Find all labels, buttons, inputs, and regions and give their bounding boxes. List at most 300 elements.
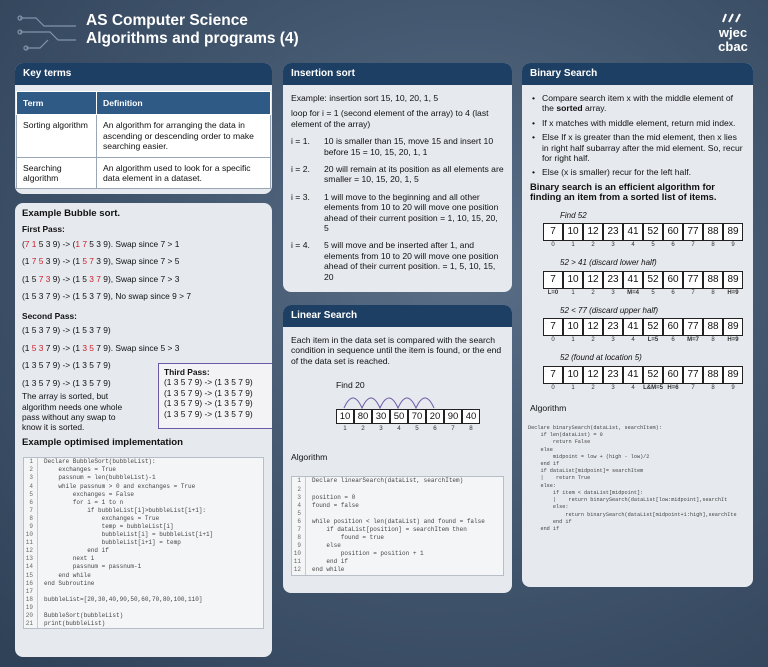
pass-text: 5 3 9) -> ( xyxy=(36,238,76,249)
title-line-1: AS Computer Science xyxy=(86,12,248,29)
pass-text: (1 3 5 7 9) -> (1 3 5 7 9) xyxy=(22,377,111,388)
step-label: i = 2. xyxy=(291,164,310,175)
code-line xyxy=(24,539,263,547)
code-text: exchanges = True xyxy=(44,514,160,522)
index-label: 2 xyxy=(591,242,595,249)
code-line xyxy=(24,580,263,588)
code-text: Declare linearSearch(dataList, searchItem) xyxy=(312,477,464,485)
third-pass-line: (1 3 5 7 9) -> (1 3 5 7 9) xyxy=(164,377,253,388)
array-cell: 41 xyxy=(623,318,643,336)
key-terms-panel xyxy=(15,63,272,194)
pass-text: 3 9), Swap since 7 > 5 xyxy=(93,256,180,267)
code-line: | return True xyxy=(528,475,591,482)
bubble-code-block xyxy=(23,457,264,629)
col-definition: Definition xyxy=(97,92,271,115)
line-number: 20 xyxy=(24,612,38,620)
first-pass-label: First Pass: xyxy=(22,224,65,235)
title-line-2: Algorithms and programs (4) xyxy=(86,30,299,47)
array-cell: 7 xyxy=(543,223,563,241)
line-number: 9 xyxy=(24,523,38,531)
code-text: passnum = len(bubbleList)-1 xyxy=(44,474,156,482)
code-text: BubbleSort(bubbleList) xyxy=(44,612,124,620)
code-text: end if xyxy=(44,547,109,555)
code-line: else: xyxy=(528,482,557,489)
pass-line xyxy=(22,291,265,309)
logo-text-2: cbac xyxy=(718,39,748,54)
pass-text: 9) -> (1 5 xyxy=(50,273,90,284)
array-cell: 7 xyxy=(543,271,563,289)
code-text: print(bubbleList) xyxy=(44,620,106,628)
line-number: 6 xyxy=(292,518,306,526)
array-cell: 89 xyxy=(723,271,743,289)
optimised-title: Example optimised implementation xyxy=(22,436,183,448)
swapped-pair: 3 7 xyxy=(89,273,101,284)
pass-text: (1 5 3 7 9) -> (1 5 3 7 9), No swap since 9 > 7 xyxy=(22,291,191,302)
insertion-step xyxy=(291,192,504,234)
bullet-text: If x matches with middle element, return mid index. xyxy=(542,117,736,128)
insertion-loop: loop for i = 1 (second element of the array) to 4 (last element of the array) xyxy=(291,108,489,129)
insertion-step xyxy=(291,240,504,282)
index-label: M=7 xyxy=(687,337,699,344)
bubble-conclusion: The array is sorted, but algorithm needs one whole pass without any swap to know it is sorted. xyxy=(22,391,123,433)
linear-algorithm-label: Algorithm xyxy=(291,452,328,463)
index-label: 0 xyxy=(551,384,555,391)
array-cell: 40 xyxy=(462,409,480,424)
index-label: 6 xyxy=(671,242,675,249)
index-label: 5 xyxy=(651,242,655,249)
line-number: 7 xyxy=(292,526,306,534)
code-line xyxy=(24,620,263,628)
line-number: 12 xyxy=(24,547,38,555)
table-header-row xyxy=(17,92,271,115)
index-label: 0 xyxy=(551,242,555,249)
pass-line xyxy=(22,256,265,274)
swapped-pair: 1 7 xyxy=(75,238,87,249)
index-label: L=0 xyxy=(547,289,559,296)
code-text xyxy=(38,588,44,596)
array-cell: 23 xyxy=(603,271,623,289)
array-cell: 89 xyxy=(723,366,743,384)
line-number: 5 xyxy=(292,510,306,518)
pass-text: 3 9) -> (1 xyxy=(43,256,83,267)
comparison-arcs-icon xyxy=(336,391,476,409)
array-cell: 23 xyxy=(603,223,623,241)
circuit-graphic-icon xyxy=(16,10,80,54)
array-cell: 88 xyxy=(703,223,723,241)
insertion-step xyxy=(291,164,504,185)
header xyxy=(0,0,768,60)
swapped-pair: 3 5 xyxy=(82,342,94,353)
code-line xyxy=(24,491,263,499)
code-line xyxy=(292,534,503,542)
array-cell: 12 xyxy=(583,271,603,289)
code-line: return False xyxy=(528,439,591,446)
line-number: 1 xyxy=(292,477,306,485)
linear-search-panel xyxy=(283,305,512,593)
pass-line xyxy=(22,239,265,257)
code-text: exchanges = True xyxy=(44,466,117,474)
index-label: 8 xyxy=(711,242,715,249)
binary-bullets xyxy=(530,93,743,178)
second-pass-label: Second Pass: xyxy=(22,310,77,321)
binary-indices xyxy=(543,289,743,298)
code-text: bubbleList=[20,30,40,90,50,60,70,80,100,110] xyxy=(44,595,203,603)
array-cell: 41 xyxy=(623,271,643,289)
index-label: 3 xyxy=(611,384,615,391)
code-line xyxy=(292,558,503,566)
line-number: 21 xyxy=(24,620,38,628)
code-line xyxy=(24,483,263,491)
line-number: 4 xyxy=(24,483,38,491)
array-cell: 30 xyxy=(372,409,390,424)
linear-description: Each item in the data set is compared with the search condition in sequence until the item is found, or the end of the data set is reached. xyxy=(291,335,502,366)
bullet-text: Compare search item x with the middle element of the xyxy=(542,93,734,114)
code-line xyxy=(292,494,503,502)
array-cell: 10 xyxy=(563,223,583,241)
step-text: 10 is smaller than 15, move 15 and insert 10 before 15 = 10, 15, 20, 1, 1 xyxy=(324,136,494,157)
code-line xyxy=(24,466,263,474)
third-pass-label: Third Pass: xyxy=(164,367,210,377)
term-cell: Sorting algorithm xyxy=(17,115,97,157)
step-caption: Find 52 xyxy=(560,211,587,221)
index-label: 7 xyxy=(451,424,455,432)
array-cell: 23 xyxy=(603,366,623,384)
code-line xyxy=(292,477,503,485)
line-number: 1 xyxy=(24,458,38,466)
index-label: 1 xyxy=(571,289,575,296)
index-label: 8 xyxy=(711,289,715,296)
array-cell: 7 xyxy=(543,366,563,384)
line-number: 17 xyxy=(24,588,38,596)
step-label: i = 4. xyxy=(291,240,310,251)
pass-text: ( xyxy=(22,238,25,249)
step-caption: 52 (found at location 5) xyxy=(560,353,642,363)
code-line: midpoint = low + (high - low)/2 xyxy=(528,453,650,460)
code-line: else: xyxy=(528,504,569,511)
array-cell: 12 xyxy=(583,223,603,241)
code-line xyxy=(292,542,503,550)
index-label: 3 xyxy=(379,424,383,432)
binary-indices xyxy=(543,384,743,393)
line-number: 19 xyxy=(24,604,38,612)
array-cell: 90 xyxy=(444,409,462,424)
swapped-pair: 5 3 xyxy=(31,342,44,353)
code-text: if bubbleList[i]>bubbleList[i+1]: xyxy=(44,506,207,514)
pass-text: (1 5 xyxy=(22,273,39,284)
index-label: 8 xyxy=(711,384,715,391)
array-cell: 10 xyxy=(563,366,583,384)
definition-cell: An algorithm used to look for a specific data element in a dataset. xyxy=(97,157,271,189)
array-cell: 77 xyxy=(683,271,703,289)
array-cell: 10 xyxy=(563,318,583,336)
code-text: end Subroutine xyxy=(44,579,95,587)
binary-indices xyxy=(543,336,743,345)
key-terms-table xyxy=(16,91,271,189)
array-cell: 88 xyxy=(703,366,723,384)
insertion-step xyxy=(291,136,504,157)
line-number: 10 xyxy=(24,531,38,539)
pass-text: (1 5 3 7 9) -> (1 5 3 7 9) xyxy=(22,325,111,336)
bold-word: sorted xyxy=(556,103,583,114)
third-pass-box xyxy=(158,363,272,429)
code-line xyxy=(24,612,263,620)
linear-array xyxy=(336,409,504,424)
index-label: H=9 xyxy=(727,289,739,296)
bullet-item xyxy=(530,118,743,128)
code-line xyxy=(292,486,503,494)
index-label: 4 xyxy=(631,384,635,391)
linear-title: Linear Search xyxy=(283,305,512,327)
index-label: 1 xyxy=(571,384,575,391)
code-line xyxy=(24,523,263,531)
array-cell: 80 xyxy=(354,409,372,424)
code-text: temp = bubbleList[i] xyxy=(44,523,174,530)
binary-title: Binary Search xyxy=(522,63,753,85)
code-line xyxy=(24,458,263,466)
index-label: 3 xyxy=(611,289,615,296)
bullet-text: Else If x is greater than the mid element, then x lies in right half subarray after the mid element. So, recur for right half. xyxy=(542,132,743,164)
code-line: if len(dataList) = 0 xyxy=(528,432,603,439)
index-label: 9 xyxy=(731,384,735,391)
wjec-logo xyxy=(712,12,754,54)
linear-indices xyxy=(336,424,504,434)
index-label: 9 xyxy=(731,242,735,249)
code-text: while passnum > 0 and exchanges = True xyxy=(44,482,196,490)
binary-indices xyxy=(543,241,743,250)
array-cell: 52 xyxy=(643,223,663,241)
line-number: 9 xyxy=(292,542,306,550)
bullet-item xyxy=(530,132,743,163)
array-cell: 60 xyxy=(663,318,683,336)
find-label: Find 20 xyxy=(336,380,365,391)
code-line: end if xyxy=(528,518,572,525)
code-text: while position < len(dataList) and found = false xyxy=(312,517,485,525)
line-number: 2 xyxy=(292,486,306,494)
code-text: bubbleList[i] = bubbleList[i+1] xyxy=(44,531,214,539)
array-cell: 41 xyxy=(623,366,643,384)
code-line: Declare binarySearch(dataList, searchItem): xyxy=(528,425,662,432)
logo-text-1: wjec xyxy=(718,25,748,40)
term-cell: Searching algorithm xyxy=(17,157,97,189)
array-cell: 20 xyxy=(426,409,444,424)
code-text: if dataList[position] = searchItem then xyxy=(312,526,467,533)
array-cell: 77 xyxy=(683,223,703,241)
swapped-pair: 7 1 xyxy=(24,238,37,249)
step-text: 1 will move to the beginning and all other elements from 10 to 20 will move one position ahead of their current position = 1, 10, 15, 20, 5 xyxy=(324,191,499,234)
code-line xyxy=(292,566,503,574)
page-title xyxy=(86,12,299,48)
step-text: 20 will remain at its position as all elements are smaller = 10, 15, 20, 1, 5 xyxy=(324,164,504,185)
code-line xyxy=(292,518,503,526)
code-text: next i xyxy=(44,555,95,563)
line-number: 15 xyxy=(24,572,38,580)
line-number: 11 xyxy=(24,539,38,547)
array-cell: 89 xyxy=(723,318,743,336)
array-cell: 52 xyxy=(643,318,663,336)
code-line xyxy=(24,604,263,612)
step-caption: 52 < 77 (discard upper half) xyxy=(560,305,659,315)
array-cell: 10 xyxy=(336,409,354,424)
array-cell: 23 xyxy=(603,318,623,336)
code-line xyxy=(24,499,263,507)
pass-text: (1 3 5 7 9) -> (1 3 5 7 9) xyxy=(22,360,111,371)
pass-text: (1 xyxy=(22,256,32,267)
code-text: for i = 1 to n xyxy=(44,498,124,506)
code-text: found = true xyxy=(312,534,385,542)
code-line: return binarySearch(dataList[midpoint+1:high],searchIte xyxy=(528,511,737,518)
line-number: 11 xyxy=(292,558,306,566)
definition-cell: An algorithm for arranging the data in ascending or descending order to make searching easier. xyxy=(97,115,271,157)
line-number: 12 xyxy=(292,566,306,574)
step-caption: 52 > 41 (discard lower half) xyxy=(560,258,657,268)
array-cell: 7 xyxy=(543,318,563,336)
array-cell: 77 xyxy=(683,318,703,336)
array-cell: 88 xyxy=(703,271,723,289)
index-label: 2 xyxy=(591,337,595,344)
bullet-text: array. xyxy=(582,103,607,114)
index-label: 3 xyxy=(611,242,615,249)
code-text: end while xyxy=(312,566,345,574)
index-label: 6 xyxy=(433,424,437,432)
code-text: found = false xyxy=(312,501,359,509)
index-label: 5 xyxy=(651,289,655,296)
linear-code-block xyxy=(291,476,504,575)
index-label: 7 xyxy=(691,384,695,391)
array-cell: 52 xyxy=(643,271,663,289)
code-text: passnum = passnum-1 xyxy=(44,563,142,571)
key-terms-table-wrap xyxy=(15,85,272,189)
code-line xyxy=(24,588,263,596)
key-terms-title: Key terms xyxy=(15,63,272,85)
swapped-pair: 7 3 xyxy=(38,273,51,284)
index-label: 2 xyxy=(591,384,595,391)
pass-line xyxy=(22,274,265,292)
bubble-sort-panel xyxy=(15,203,272,657)
index-label: 1 xyxy=(571,337,575,344)
array-cell: 89 xyxy=(723,223,743,241)
code-text: end if xyxy=(312,558,349,566)
binary-statement: Binary search is an efficient algorithm for finding an item from a sorted list of items. xyxy=(530,180,717,203)
code-line xyxy=(24,515,263,523)
code-text: position = 0 xyxy=(312,493,356,501)
line-number: 8 xyxy=(292,534,306,542)
col-term: Term xyxy=(17,92,97,115)
binary-diagram xyxy=(530,211,743,393)
code-line xyxy=(24,507,263,515)
bubble-title: Example Bubble sort. xyxy=(22,208,121,219)
line-number: 10 xyxy=(292,550,306,558)
pass-text: 5 3 9). Swap since 7 > 1 xyxy=(86,238,180,249)
array-cell: 88 xyxy=(703,318,723,336)
line-number: 5 xyxy=(24,491,38,499)
code-text: Declare BubbleSort(bubbleList): xyxy=(44,458,156,466)
index-label: 7 xyxy=(691,289,695,296)
array-cell: 70 xyxy=(408,409,426,424)
binary-code-block xyxy=(528,425,753,533)
index-label: 1 xyxy=(343,424,347,432)
binary-array xyxy=(543,271,743,289)
line-number: 8 xyxy=(24,515,38,523)
index-label: 6 xyxy=(671,289,675,296)
step-label: i = 1. xyxy=(291,136,310,147)
array-cell: 60 xyxy=(663,223,683,241)
line-number: 14 xyxy=(24,563,38,571)
code-line xyxy=(24,572,263,580)
third-pass-line: (1 3 5 7 9) -> (1 3 5 7 9) xyxy=(164,387,253,398)
step-text: 5 will move and be inserted after 1, and elements from 10 to 20 will move one position ahead of their current position. = 1, 5, 10, 15, 20 xyxy=(324,240,499,282)
code-line xyxy=(292,550,503,558)
bullet-item xyxy=(530,93,743,114)
code-line xyxy=(292,526,503,534)
pass-line xyxy=(22,343,265,361)
line-number: 3 xyxy=(24,474,38,482)
code-line: else xyxy=(528,446,553,453)
step-label: i = 3. xyxy=(291,191,310,202)
binary-array xyxy=(543,223,743,241)
pass-line xyxy=(22,325,265,343)
index-label: M=4 xyxy=(627,289,639,296)
array-cell: 12 xyxy=(583,318,603,336)
third-pass-line: (1 3 5 7 9) -> (1 3 5 7 9) xyxy=(164,398,253,409)
code-line xyxy=(292,502,503,510)
insertion-sort-panel xyxy=(283,63,512,292)
array-cell: 60 xyxy=(663,271,683,289)
code-line: end if xyxy=(528,461,560,468)
index-label: 3 xyxy=(611,337,615,344)
swapped-pair: 7 5 xyxy=(31,256,44,267)
line-number: 7 xyxy=(24,507,38,515)
code-line xyxy=(24,531,263,539)
index-label: 6 xyxy=(671,337,675,344)
array-cell: 41 xyxy=(623,223,643,241)
binary-array xyxy=(543,366,743,384)
code-text xyxy=(306,486,312,494)
array-cell: 12 xyxy=(583,366,603,384)
array-cell: 10 xyxy=(563,271,583,289)
index-label: 2 xyxy=(591,289,595,296)
line-number: 4 xyxy=(292,502,306,510)
code-line xyxy=(24,596,263,604)
index-label: 4 xyxy=(631,337,635,344)
index-label: 0 xyxy=(551,337,555,344)
array-cell: 77 xyxy=(683,366,703,384)
index-label: 1 xyxy=(571,242,575,249)
line-number: 16 xyxy=(24,580,38,588)
index-label: H=6 xyxy=(667,384,679,391)
pass-text: 7 9). Swap since 5 > 3 xyxy=(93,342,180,353)
index-label: L&M=5 xyxy=(643,384,663,391)
code-line xyxy=(24,555,263,563)
array-cell: 52 xyxy=(643,366,663,384)
index-label: 8 xyxy=(469,424,473,432)
third-pass-line: (1 3 5 7 9) -> (1 3 5 7 9) xyxy=(164,408,253,419)
binary-array xyxy=(543,318,743,336)
pass-text: 9), Swap since 7 > 3 xyxy=(100,273,180,284)
bullet-item xyxy=(530,167,743,177)
index-label: 4 xyxy=(397,424,401,432)
index-label: 7 xyxy=(691,242,695,249)
code-text: bubbleList[i+1] = temp xyxy=(44,539,181,547)
line-number: 2 xyxy=(24,466,38,474)
code-text: else xyxy=(312,542,341,550)
binary-algorithm-label: Algorithm xyxy=(530,402,567,413)
code-text: end while xyxy=(44,571,91,579)
line-number: 3 xyxy=(292,494,306,502)
insertion-title: Insertion sort xyxy=(283,63,512,85)
logo-mark-icon xyxy=(720,13,746,23)
index-label: 8 xyxy=(711,337,715,344)
line-number: 6 xyxy=(24,499,38,507)
